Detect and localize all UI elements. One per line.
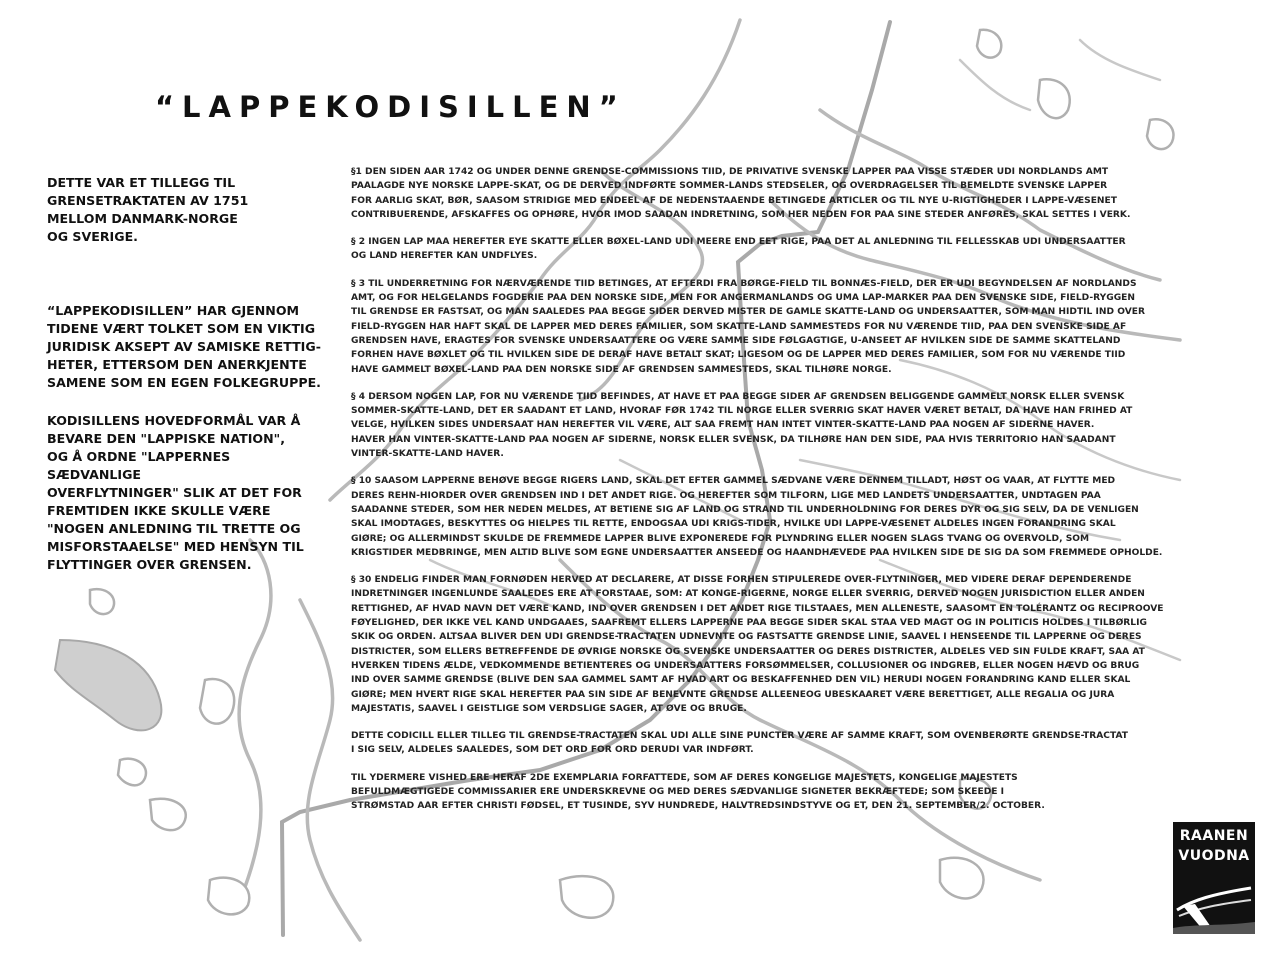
intro-paragraph-interpretation: “LAPPEKODISILLEN” HAR GJENNOM TIDENE VÆRT TOLKET SOM EN VIKTIG JURIDISK AKSEPT AV SAMISKE RETTIG- HETER, ETTERSOM DEN ANERKJENTE SAMENE SOM EN EGEN FOLKEGRUPPE.: [47, 303, 321, 390]
island: [90, 589, 114, 614]
intro-column: [47, 174, 322, 574]
logo-text: RAANEN VUODNA: [1178, 828, 1250, 864]
boat-icon: [1173, 870, 1255, 934]
river: [1080, 40, 1160, 80]
section-3: § 3 TIL UNDERRETNING FOR NÆRVÆRENDE TIID BETINGES, AT EFTERDI FRA BØRGE-FIELD TIL BONNÆS-FIELD, DER ER UDI BEGYNDELSEN AF NORDLANDS AMT, OG FOR HELGELANDS FOGDERIE PAA DEN NORSKE SIDE, MEN FOR ANGERMANLANDS OG UMA LAP-MARKER PAA DEN SVENSKE SIDE, FIELD-RYGGEN TIL GRENDSE ER FASTSAT, OG MAN SAALEDES PAA BEGGE SIDER DERVED MISTER DE GAMLE SKATTE-LAND OG UNDERSAATTER, SOM MAN HIDTIL IND OVER FIELD-RYGGEN HAR HAFT SKAL DE LAPPER MED DERES FAMILIER, SOM SKATTE-LAND SAMMESTEDS FOR NU VÆRENDE TIID, PAA DEN SVENSKE SIDE AF GRENDSEN HAVE, ERAGTES FOR SVENSKE UNDERSAATTERE OG VÆRE SAMME SIDE FØLGAGTIGE, U-ANSEET AF HVILKEN SIDE DE SAMME SKATTELAND FORHEN HAVE BØXLET OG TIL HVILKEN SIDE DE DERAF HAVE BETALT SKAT; LIGESOM OG DE LAPPER MED DERES FAMILIER, SOM FOR NU VÆRENDE TIID HAVE GAMMELT BØXEL-LAND PAA DEN NORSKE SIDE AF GRENDSEN SAMMESTEDS, SKAL TILHØRE NORGE.: [351, 278, 1145, 375]
codicil-text-column: [351, 165, 1201, 827]
island: [55, 640, 161, 730]
island: [118, 759, 146, 786]
section-4: § 4 DERSOM NOGEN LAP, FOR NU VÆRENDE TIID BEFINDES, AT HAVE ET PAA BEGGE SIDER AF GRENDSEN BELIGGENDE GAMMELT NORSK ELLER SVENSK SOMMER-SKATTE-LAND, DET ER SAADANT ET LAND, HVORAF FØR 1742 TIL NORGE ELLER SVERRIG SKAT HAVER VÆRET BETALT, DA HAVE HAN FRIHED AT VELGE, HVILKEN SIDES UNDERSAAT HAN HEREFTER VIL VÆRE, ALT SAA FREMT HAN INTET VINTER-SKATTE-LAND PAA NOGEN AF SIDERNE HAVER. HAVER HAN VINTER-SKATTE-LAND PAA NOGEN AF SIDERNE, NORSK ELLER SVENSK, DA TILHØRE HAN DEN SIDE, PAA HVIS TERRITORIO HAN SAADANT VINTER-SKATTE-LAND HAVER.: [351, 391, 1133, 460]
island: [940, 858, 984, 899]
intro-paragraph-purpose: KODISILLENS HOVEDFORMÅL VAR Å BEVARE DEN "LAPPISKE NATION", OG Å ORDNE "LAPPERNES SÆDVANLIGE OVERFLYTNINGER" SLIK AT DET FOR FREMTIDEN IKKE SKULLE VÆRE "NOGEN ANLEDNING TIL TRETTE OG MISFORSTAAELSE" MED HENSYN TIL FLYTTINGER OVER GRENSEN.: [47, 413, 304, 572]
section-30: § 30 ENDELIG FINDER MAN FORNØDEN HERVED AT DECLARERE, AT DISSE FORHEN STIPULEREDE OVER-FLYTNINGER, MED VIDERE DERAF DEPENDERENDE INDRETNINGER INGENLUNDE SAALEDES ERE AT FORSTAAE, SOM: AT KONGE-RIGERNE, NORGE ELLER SVERRIG, DERVED NOGEN JURISDICTION ELLER ANDEN RETTIGHED, AF HVAD NAVN DET VÆRE KAND, IND OVER GRENDSEN I DET ANDET RIGE TILSTAAES, MEN ALLENESTE, SAASOMT EN TOLÉRANTZ OG RECIPROOVE FØYELIGHED, DER IKKE VEL KAND UNDGAAES, SAAFREMT ELLERS LAPPERNE PAA BEGGE SIDER SKAL STAA VED MAGT OG IN POLITICIS HOLDES I TILBØRLIG SKIK OG ORDEN. ALTSAA BLIVER DEN UDI GRENDSE-TRACTATEN UDNEVNTE OG FASTSATTE GRENDSE LINIE, SAAVEL I HENSEENDE TIL LAPPERNE OG DERES DISTRICTER, SOM ELLERS BETREFFENDE DE ØVRIGE NORSKE OG SVENSKE UNDERSAATTER OG DERES DISTRICTER, ALDELES VED SIN FULDE KRAFT, SAA AT HVERKEN TIDENS ÆLDE, VEDKOMMENDE BETIENTERES OG UNDERSAATTERS FORSØMMELSER, COLLUSIONER OG INDGREB, ELLER NOGEN HÆVD OG BRUG IND OVER SAMME GRENDSE (BLIVE DEN SAA GAMMEL SAMT AF HVAD ART OG BESKAFFENHED DEN VIL) HERUDI NOGEN FORANDRING KAND ELLER SKAL GIØRE; MEN HVERT RIGE SKAL HEREFTER PAA SIN SIDE AF BENEVNTE GRENDSE ALLEENEOG UBESKAARET VÆRE BERETTIGET, ALLE REGALIA OG JURA MAJESTATIS, SAAVEL I GEISTLIGE SOM VERDSLIGE SAGER, AT ØVE OG BRUGE.: [351, 575, 1164, 714]
section-1: §1 DEN SIDEN AAR 1742 OG UNDER DENNE GRENDSE-COMMISSIONS TIID, DE PRIVATIVE SVENSKE LAPPER PAA VISSE STÆDER UDI NORDLANDS AMT PAALAGDE NYE NORSKE LAPPE-SKAT, OG DE DERVED INDFØRTE SOMMER-LANDS STEDSELER, OG OVERDRAGELSER TIL BEMELDTE SVENSKE LAPPER FOR AARLIG SKAT, BØR, SAASOM STRIDIGE MED ENDEEL AF DE NEDENSTAAENDE BETINGEDE ARTICLER OG TIL NYE U-RIGTIGHEDER I LAPPE-VÆSENET CONTRIBUERENDE, AFSKAFFES OG OPHØRE, HVOR IMOD SAADAN INDRETNING, SOM HER NEDEN FOR PAA SINE STEDER ANFØRES, SKAL SETTES I VERK.: [351, 167, 1131, 220]
raanen-vuodna-logo: [1173, 822, 1255, 934]
island: [150, 799, 186, 830]
closing-paragraph-signature: TIL YDERMERE VISHED ERE HERAF 2DE EXEMPLARIA FORFATTEDE, SOM AF DERES KONGELIGE MAJESTETS, KONGELIGE MAJESTETS BEFULDMÆGTIGEDE COMMISSARIER ERE UNDERSKREVNE OG MED DERES SÆDVANLIGE SIGNETER BEKRÆFTEDE; SOM SKEEDE I STRØMSTAD AAR EFTER CHRISTI FØDSEL, ET TUSINDE, SYV HUNDREDE, HALVTREDSINDSTYVE OG ET, DEN 21. SEPTEMBER/2. OCTOBER.: [351, 772, 1045, 812]
island: [208, 878, 249, 915]
section-10: § 10 SAASOM LAPPERNE BEHØVE BEGGE RIGERS LAND, SKAL DET EFTER GAMMEL SÆDVANE VÆRE DENNEM TILLADT, HØST OG VAAR, AT FLYTTE MED DERES REHN-HIORDER OVER GRENDSEN IND I DET ANDET RIGE. OG HEREFTER SOM TILFORN, LIGE MED LANDETS UNDERSAATTER, UNDTAGEN PAA SAADANNE STEDER, SOM HER NEDEN MELDES, AT BETIENE SIG AF LAND OG STRAND TIL UNDERHOLDNING FOR DERES DYR OG SIG SELV, DA DE VENLIGEN SKAL IMODTAGES, BESKYTTES OG HIELPES TIL RETTE, ENDOGSAA UDI KRIGS-TIDER, HVILKE UDI LAPPE-VÆSENET ALDELES INGEN FORANDRING SKAL GIØRE; OG ALLERMINDST SKULDE DE FREMMEDE LAPPER BLIVE EXPONEREDE FOR PLYNDRING ELLER NOGEN SLAGS TVANG OG OVERVOLD, SOM KRIGSTIDER MEDBRINGE, MEN ALTID BLIVE SOM EGNE UNDERSAATTER ANSEEDE OG HAANDHÆVEDE PAA HVILKEN SIDE DE SIG DA SOM FREMMEDE OPHOLDE.: [351, 476, 1163, 558]
river: [960, 60, 1030, 110]
coastline: [239, 540, 271, 900]
page-title: “LAPPEKODISILLEN”: [155, 90, 626, 124]
island: [977, 30, 1001, 58]
island: [560, 876, 613, 918]
island: [200, 679, 234, 724]
closing-paragraph-force: DETTE CODICILL ELLER TILLEG TIL GRENDSE-TRACTATEN SKAL UDI ALLE SINE PUNCTER VÆRE AF SAMME KRAFT, SOM OVENBERØRTE GRENDSE-TRACTAT I SIG SELV, ALDELES SAALEDES, SOM DET ORD FOR ORD DERUDI VAR INDFØRT.: [351, 731, 1129, 756]
island: [1147, 119, 1173, 149]
intro-paragraph-treaty: DETTE VAR ET TILLEGG TIL GRENSETRAKTATEN AV 1751 MELLOM DANMARK-NORGE OG SVERIGE.: [47, 175, 249, 244]
island: [1038, 79, 1070, 118]
section-2: § 2 INGEN LAP MAA HEREFTER EYE SKATTE ELLER BØXEL-LAND UDI MEERE END EET RIGE, PAA DET AL ANLEDNING TIL FELLESSKAB UDI UNDERSAATTER OG LAND HEREFTER KAN UNDFLYES.: [351, 237, 1126, 262]
